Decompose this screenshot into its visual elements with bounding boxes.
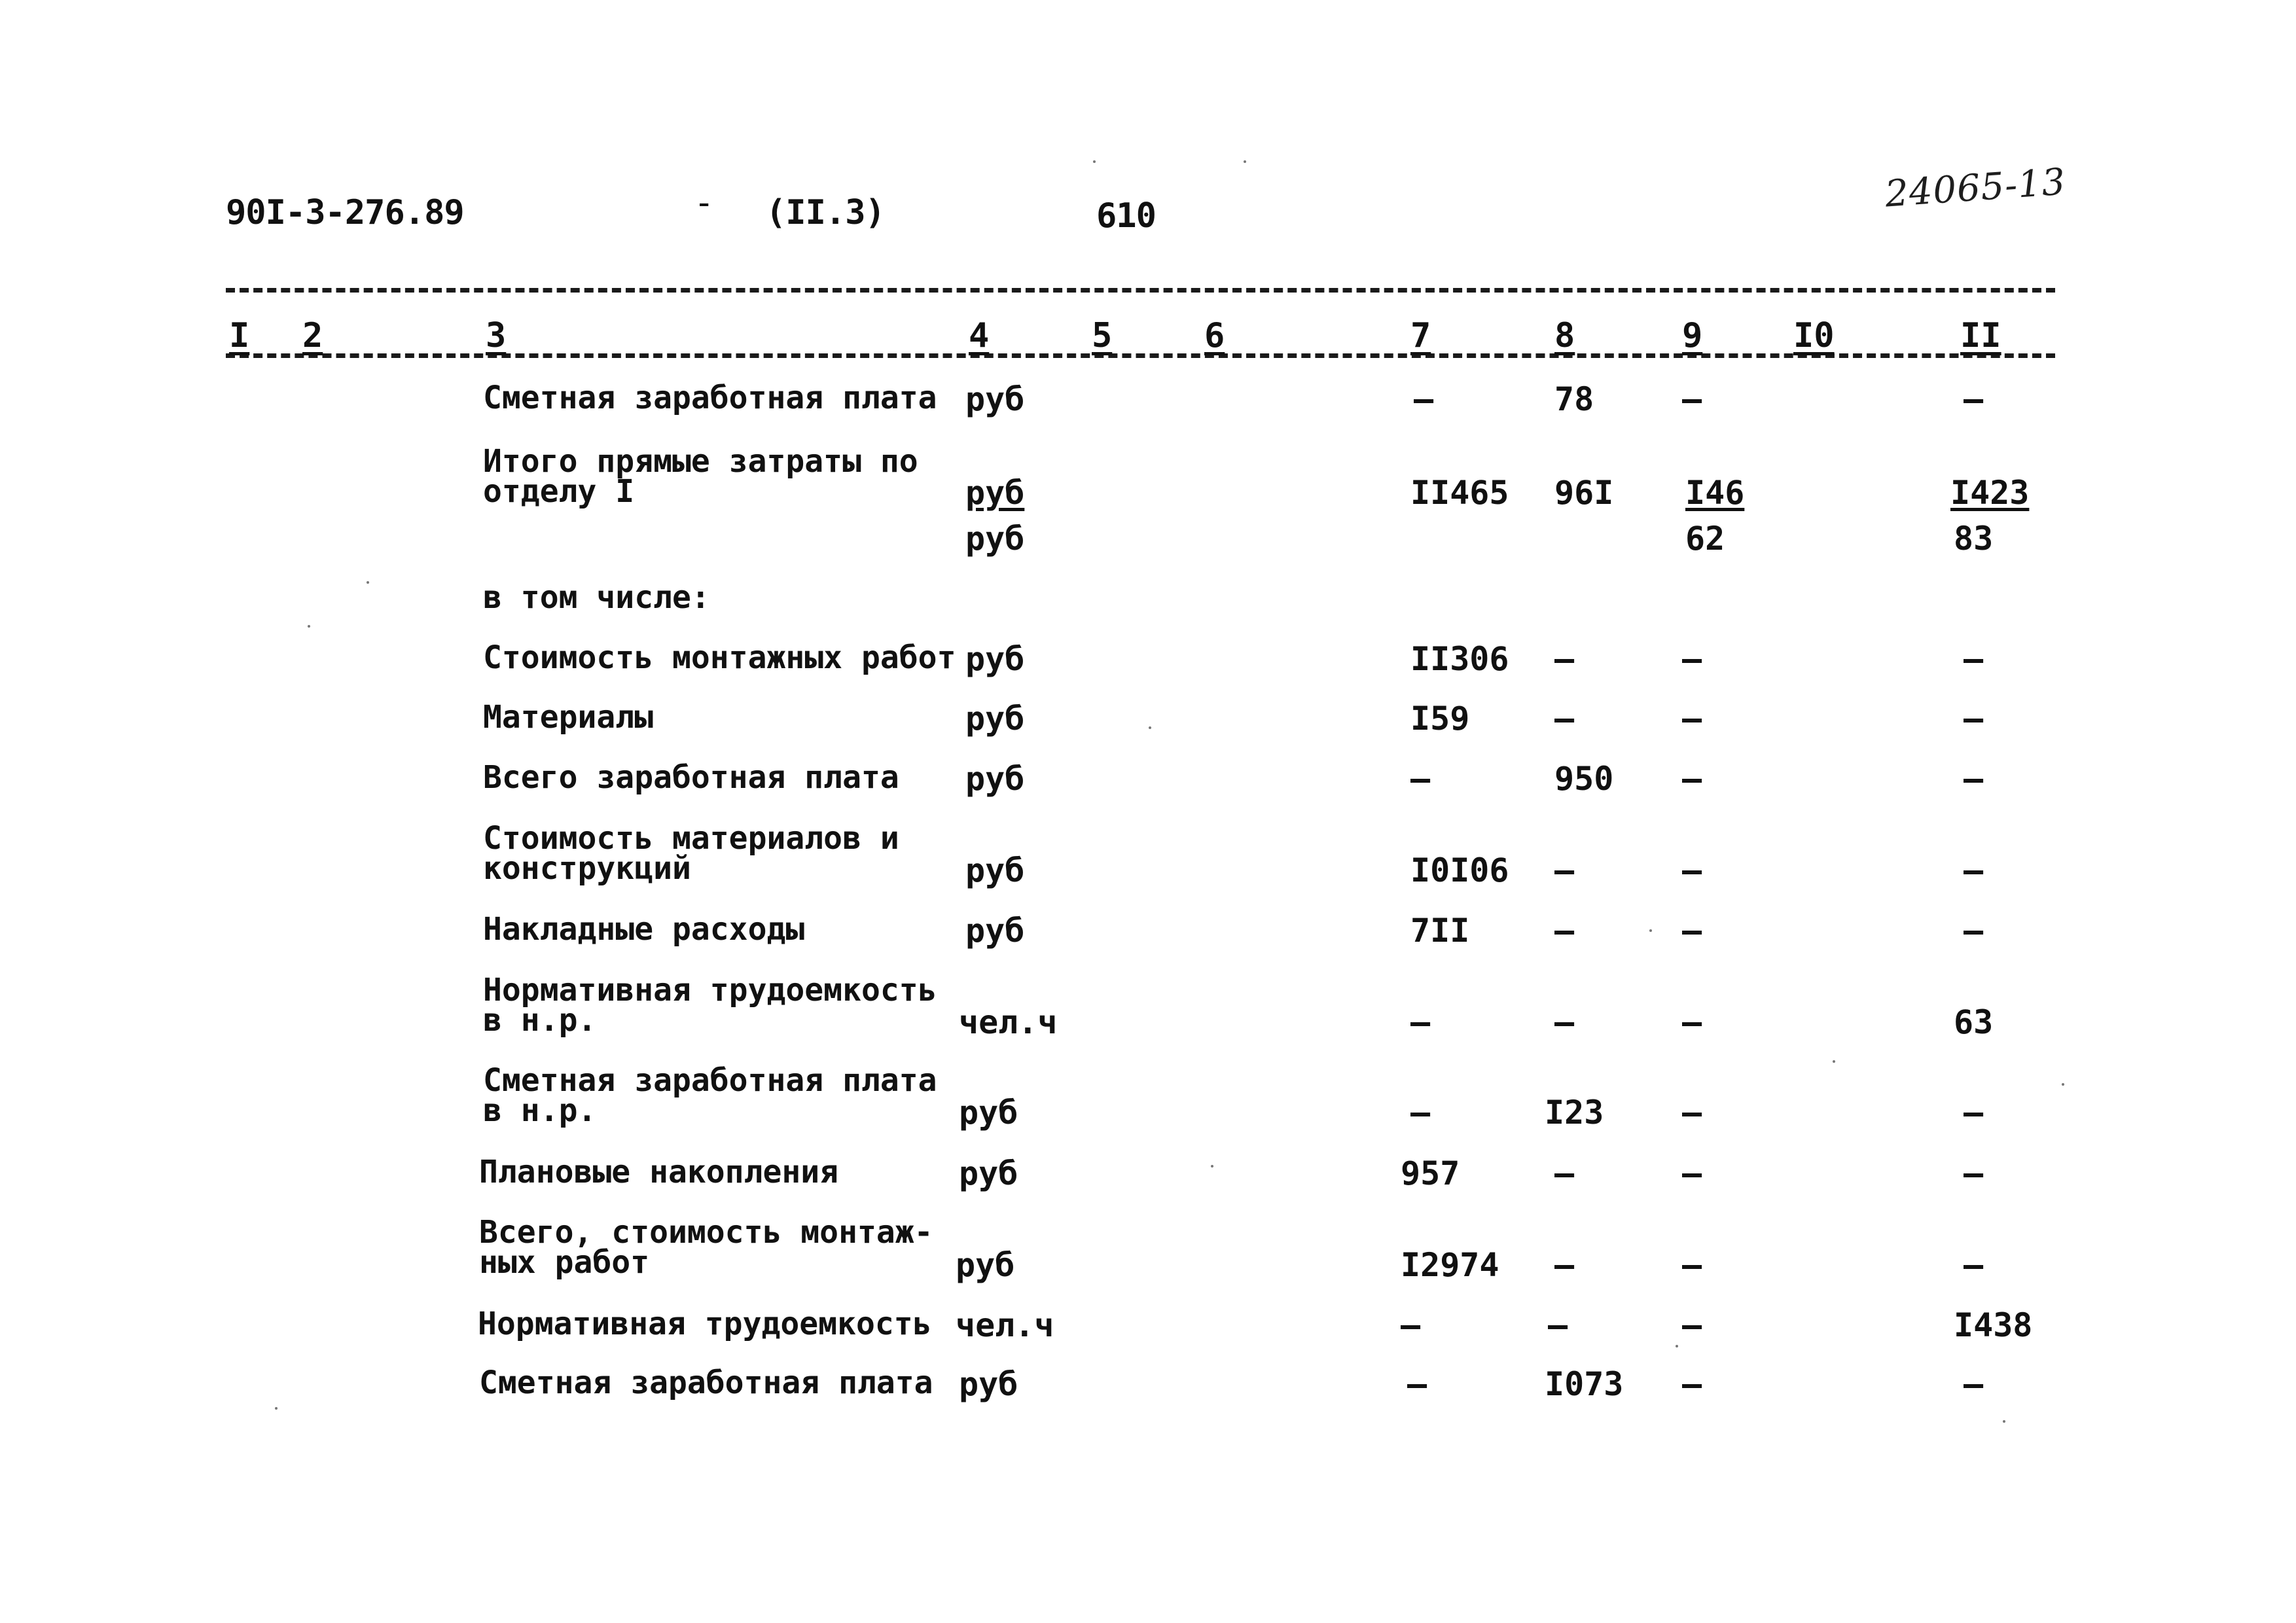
scan-speck (1093, 160, 1096, 163)
column-number-2: 2 (302, 316, 323, 355)
row-unit: руб (965, 851, 1025, 889)
cell-col9: – (1682, 1094, 1702, 1132)
top-dashed-rule (226, 288, 2055, 293)
cell-col11: – (1964, 640, 1984, 678)
column-number-7: 7 (1410, 316, 1431, 355)
section-number: (II.3) (766, 193, 885, 232)
row-unit: руб (959, 1365, 1018, 1403)
cell-col11: – (1964, 1094, 1984, 1132)
column-number-5: 5 (1092, 316, 1113, 355)
cell-col7: 957 (1401, 1154, 1460, 1192)
cell-col9: – (1682, 851, 1702, 889)
scan-speck (1211, 1165, 1213, 1168)
column-number-1: I (229, 316, 250, 355)
cell-col11: I423 (1950, 474, 2030, 512)
cell-col9: – (1682, 1365, 1702, 1403)
cell-col11: – (1964, 380, 1984, 418)
cell-col9: – (1682, 380, 1702, 418)
cell-col9: – (1682, 700, 1702, 738)
row-label: Всего заработная плата (483, 759, 899, 796)
row-label: Нормативная трудоемкость (478, 1306, 932, 1342)
cell-col8: I073 (1545, 1365, 1624, 1403)
cell-col7: I59 (1410, 700, 1470, 738)
cell-col11: – (1964, 851, 1984, 889)
row-unit-secondary: руб (965, 520, 1025, 558)
scan-speck (1833, 1060, 1835, 1063)
scan-speck (2062, 1083, 2064, 1086)
cell-col8: 78 (1554, 380, 1594, 418)
row-label: Накладные расходы (483, 911, 805, 948)
row-unit: чел.ч (959, 1003, 1058, 1041)
cell-col11: – (1964, 1365, 1984, 1403)
cell-col8: – (1554, 912, 1575, 950)
row-label: Сметная заработная плата (479, 1364, 933, 1401)
cell-col11: I438 (1954, 1306, 2033, 1344)
row-unit: руб (965, 912, 1025, 950)
cell-col7: I0I06 (1410, 851, 1509, 889)
cell-col7: – (1407, 1365, 1427, 1403)
sheet-number: 610 (1096, 196, 1156, 236)
cell-col8: 950 (1554, 760, 1614, 798)
row-unit: руб (965, 474, 1025, 512)
scan-speck (1149, 726, 1151, 729)
cell-col7: II306 (1410, 640, 1509, 678)
cell-col8: – (1554, 1246, 1575, 1284)
cell-col9: – (1682, 1246, 1702, 1284)
row-label: Всего, стоимость монтаж- ных работ (479, 1214, 933, 1281)
cell-col11: – (1964, 760, 1984, 798)
cell-col8: – (1554, 700, 1575, 738)
cell-col11: – (1964, 1246, 1984, 1284)
header-dash: - (694, 183, 714, 223)
scan-speck (1649, 929, 1652, 932)
column-number-11: II (1960, 316, 2001, 355)
row-label-subheading: в том числе: (483, 579, 710, 616)
cell-col9: – (1682, 640, 1702, 678)
column-number-8: 8 (1554, 316, 1575, 355)
cell-col7: – (1414, 380, 1434, 418)
row-label: Сметная заработная плата в н.р. (483, 1062, 937, 1129)
cell-col7: – (1401, 1306, 1421, 1344)
cell-col9: – (1682, 912, 1702, 950)
cell-col8: – (1554, 640, 1575, 678)
row-label: Нормативная трудоемкость в н.р. (483, 972, 937, 1039)
cell-col8: – (1554, 1154, 1575, 1192)
handwritten-stamp-note: 24065-13 (1884, 160, 2068, 216)
cell-col9-secondary: 62 (1685, 520, 1725, 558)
cell-col11-secondary: 83 (1954, 520, 1994, 558)
cell-col8: I23 (1545, 1094, 1604, 1132)
row-label: Итого прямые затраты по отделу I (483, 443, 918, 510)
row-unit: руб (959, 1154, 1018, 1192)
cell-col9: – (1682, 1003, 1702, 1041)
cell-col9: – (1682, 760, 1702, 798)
scan-speck (367, 581, 369, 584)
row-label: Стоимость монтажных работ (483, 639, 956, 676)
cell-col7: – (1410, 1003, 1431, 1041)
row-label: Материалы (483, 699, 654, 736)
row-label: Сметная заработная плата (483, 380, 937, 416)
row-label: Стоимость материалов и конструкций (483, 820, 899, 887)
row-unit: руб (965, 640, 1025, 678)
cell-col7: – (1410, 760, 1431, 798)
cell-col11: – (1964, 912, 1984, 950)
column-number-9: 9 (1682, 316, 1703, 355)
column-number-10: I0 (1793, 316, 1835, 355)
cell-col9: – (1682, 1306, 1702, 1344)
row-unit: руб (956, 1246, 1015, 1284)
column-number-3: 3 (486, 316, 507, 355)
scan-speck (308, 625, 310, 628)
cell-col8: 96I (1554, 474, 1614, 512)
cell-col9: – (1682, 1154, 1702, 1192)
scan-speck (2003, 1420, 2005, 1423)
row-unit: чел.ч (956, 1306, 1054, 1344)
cell-col9: I46 (1685, 474, 1745, 512)
cell-col7: I2974 (1401, 1246, 1499, 1284)
cell-col11: – (1964, 700, 1984, 738)
scan-speck (1676, 1345, 1678, 1347)
row-label: Плановые накопления (479, 1154, 839, 1190)
cell-col7: 7II (1410, 912, 1470, 950)
cell-col7: – (1410, 1094, 1431, 1132)
cell-col11: 63 (1954, 1003, 1994, 1041)
cell-col11: – (1964, 1154, 1984, 1192)
cell-col8: – (1548, 1306, 1568, 1344)
column-number-4: 4 (969, 316, 990, 355)
row-unit: руб (965, 380, 1025, 418)
column-number-6: 6 (1204, 316, 1225, 355)
scan-speck (275, 1407, 278, 1410)
scan-speck (1244, 160, 1246, 163)
row-unit: руб (965, 700, 1025, 738)
document-code: 90I-3-276.89 (226, 193, 464, 232)
cell-col7: II465 (1410, 474, 1509, 512)
row-unit: руб (965, 760, 1025, 798)
cell-col8: – (1554, 1003, 1575, 1041)
row-unit: руб (959, 1094, 1018, 1132)
cell-col8: – (1554, 851, 1575, 889)
